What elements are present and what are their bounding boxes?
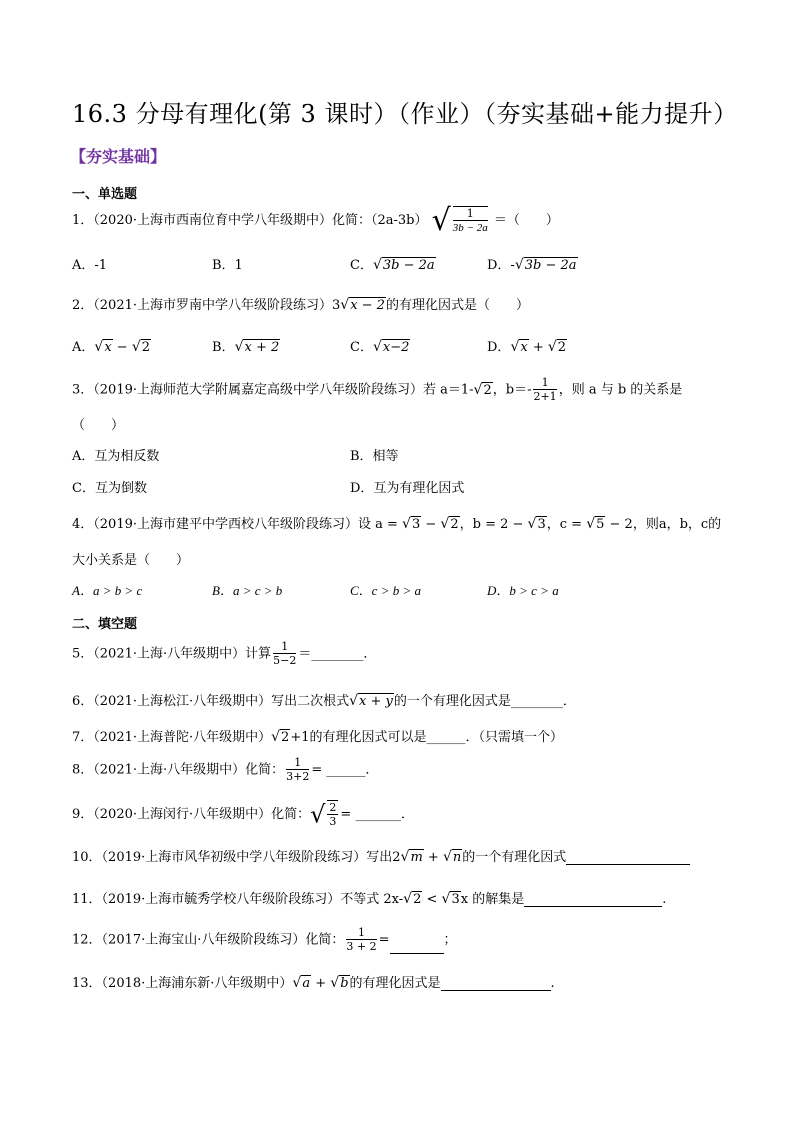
question-5 xyxy=(72,640,376,668)
question-5-tail: ＝________． xyxy=(298,646,377,662)
frac-num: 1 xyxy=(273,640,296,654)
radical: √2 xyxy=(271,729,290,745)
radical: √3 xyxy=(402,516,421,532)
frac-den: 2+1 xyxy=(533,390,557,403)
radical: √2 xyxy=(131,339,151,355)
radical: √x xyxy=(510,339,528,355)
frac-num: 1 xyxy=(533,376,556,390)
radical: √3 xyxy=(527,516,546,532)
radicand: a xyxy=(302,976,311,991)
radical: √2 xyxy=(403,891,422,907)
answer-blank[interactable] xyxy=(390,941,444,954)
question-4-line2: 大小关系是（ ） xyxy=(72,553,190,568)
radical: √n xyxy=(442,849,462,865)
radical: √x−2 xyxy=(372,339,410,355)
radical: √m xyxy=(400,849,423,865)
radicand: x−2 xyxy=(382,340,410,355)
frac-num: 1 xyxy=(346,926,376,940)
question-3-mid: ，b＝- xyxy=(492,382,532,398)
radicand: 3 xyxy=(537,517,546,532)
question-1 xyxy=(72,203,559,238)
radical: √x xyxy=(94,339,112,355)
question-4-option-d: D．b > c > a xyxy=(487,583,559,598)
question-9 xyxy=(72,800,414,829)
question-12-text: 12．（2017·上海宝山·八年级阶段练习）化简： xyxy=(72,932,345,948)
question-1-option-b: B．1 xyxy=(212,258,243,273)
question-1-frac-den: 3b − 2a xyxy=(452,222,488,234)
question-3-fraction xyxy=(533,376,556,404)
radicand: n xyxy=(452,850,462,865)
question-1-option-a: A．-1 xyxy=(72,258,108,273)
option-c-radical: √3b − 2a xyxy=(372,257,435,273)
question-11-end: . xyxy=(662,892,667,907)
option-label: C． xyxy=(350,340,373,355)
question-3-text: 3．（2019·上海师范大学附属嘉定高级中学八年级阶段练习）若 a＝1- xyxy=(72,382,474,398)
radical: √2 xyxy=(547,339,567,355)
radicand: x + 2 xyxy=(244,340,280,355)
radicand: b xyxy=(340,976,349,991)
frac-den: 3+2 xyxy=(286,770,310,783)
question-3 xyxy=(72,376,682,404)
question-2-option-b xyxy=(212,336,280,355)
question-5-fraction xyxy=(273,640,296,668)
question-11 xyxy=(72,888,666,907)
question-12-end: ； xyxy=(443,932,457,948)
radicand: x xyxy=(104,340,112,355)
option-label: B． xyxy=(212,340,235,355)
radical: √3 xyxy=(441,891,460,907)
frac-num: 1 xyxy=(286,756,309,770)
question-1-frac-num: 1 xyxy=(453,207,488,221)
section-bracket-heading: 【夯实基础】 xyxy=(70,147,167,166)
radicand: 5 xyxy=(596,517,605,532)
option-c-radicand: 3b − 2a xyxy=(382,258,435,273)
radical: √x + y xyxy=(349,693,393,709)
operator: − xyxy=(112,340,132,355)
question-12-tail: = xyxy=(378,932,390,948)
frac-den: 3 xyxy=(329,815,337,828)
question-10 xyxy=(72,846,690,865)
operator: + xyxy=(528,340,548,355)
question-3-option-c: C．互为倒数 xyxy=(72,481,147,496)
option-d-label: D．- xyxy=(487,258,515,273)
question-13 xyxy=(72,972,555,991)
operator: ，c = xyxy=(546,517,587,532)
operator: + xyxy=(311,976,331,991)
option-label: A． xyxy=(72,340,95,355)
question-1-option-d xyxy=(487,254,578,273)
question-2-radicand: x − 2 xyxy=(350,298,385,313)
answer-blank[interactable] xyxy=(566,852,690,865)
question-9-tail: = _______． xyxy=(340,807,414,822)
section-heading-fill-blank: 二、填空题 xyxy=(72,617,138,632)
answer-blank[interactable] xyxy=(524,894,662,907)
question-1-option-c xyxy=(350,254,436,273)
operator: ，b = 2 − xyxy=(459,517,528,532)
question-1-tail: ＝（ ） xyxy=(493,213,559,228)
frac-num: 2 xyxy=(329,801,337,814)
question-13-text: 13．（2018·上海浦东新·八年级期中） xyxy=(72,976,293,991)
question-4-option-b: B．a > c > b xyxy=(212,583,283,598)
question-5-text: 5．（2021·上海·八年级期中）计算 xyxy=(72,646,272,662)
question-11-tail: x 的解集是 xyxy=(460,892,525,907)
frac-den: 5−2 xyxy=(273,654,297,667)
question-2-text: 2．（2021·上海市罗南中学八年级阶段练习）3 xyxy=(72,298,341,313)
question-6-text: 6．（2021·上海松江·八年级期中）写出二次根式 xyxy=(72,694,350,709)
operator: + xyxy=(423,850,443,865)
option-d-radicand: 3b − 2a xyxy=(524,258,577,273)
question-11-text: 11．（2019·上海市毓秀学校八年级阶段练习）不等式 2x- xyxy=(72,892,404,907)
question-3-option-a: A．互为相反数 xyxy=(72,449,160,464)
radical: √2 xyxy=(473,381,492,398)
radicand: 2 xyxy=(450,517,459,532)
question-13-tail: 的有理化因式是 xyxy=(349,976,441,991)
question-3-option-b: B．相等 xyxy=(350,449,399,464)
option-d-radical: √3b − 2a xyxy=(514,257,577,273)
question-6-tail: 的一个有理化因式是________． xyxy=(393,694,576,709)
section-heading-single-choice: 一、单选题 xyxy=(72,187,138,202)
radical: √b xyxy=(330,975,349,991)
page-title: 16.3 分母有理化(第 3 课时）（作业）（夯实基础+能力提升） xyxy=(72,100,738,128)
question-4 xyxy=(72,513,721,532)
question-3-option-d: D．互为有理化因式 xyxy=(350,481,465,496)
radicand: m xyxy=(410,850,423,865)
question-2-option-c xyxy=(350,336,410,355)
question-2-tail: 的有理化因式是（ ） xyxy=(385,298,529,313)
radical: √ $\frac{2}{3}$ xyxy=(310,800,337,829)
radicand: 2 xyxy=(557,340,567,355)
question-7-tail: +1的有理化因式可以是______．（只需填一个） xyxy=(290,730,563,745)
radical: √a xyxy=(292,975,311,991)
question-7-text: 7．（2021·上海普陀·八年级期中） xyxy=(72,730,272,745)
operator: − xyxy=(421,517,441,532)
radicand: 2 xyxy=(483,382,492,398)
question-3-line2: （ ） xyxy=(72,418,125,433)
radicand: 2 xyxy=(281,730,290,745)
radical: √2 xyxy=(440,516,459,532)
radicand: 2 xyxy=(141,340,151,355)
question-9-text: 9．（2020·上海闵行·八年级期中）化简： xyxy=(72,807,311,822)
question-8 xyxy=(72,756,378,784)
question-2 xyxy=(72,294,529,313)
question-4-option-a: A．a > b > c xyxy=(72,583,143,598)
radicand: x xyxy=(520,340,528,355)
radicand: 3 xyxy=(411,517,421,532)
question-4-text: 4．（2019·上海市建平中学西校八年级阶段练习）设 a = xyxy=(72,517,403,532)
question-3-tail: ，则 a 与 b 的关系是 xyxy=(558,382,683,398)
question-10-tail: 的一个有理化因式 xyxy=(462,850,567,865)
radicand: 3 xyxy=(451,892,460,907)
question-2-radical: √x − 2 xyxy=(340,297,385,313)
question-8-text: 8．（2021·上海·八年级期中）化简： xyxy=(72,762,285,778)
question-1-radical: √ $\frac{1}{3b - 2a}$ xyxy=(431,203,488,238)
option-label: D． xyxy=(487,340,511,355)
radical: √x + 2 xyxy=(234,339,280,355)
question-8-tail: = ______． xyxy=(311,762,379,778)
question-10-text: 10．（2019·上海市风华初级中学八年级阶段练习）写出2 xyxy=(72,850,401,865)
question-2-option-a xyxy=(72,336,151,355)
question-12 xyxy=(72,926,457,954)
question-6 xyxy=(72,690,576,709)
frac-den: 3 + 2 xyxy=(346,940,377,953)
question-12-fraction xyxy=(346,926,376,954)
radicand: 2 xyxy=(413,892,422,907)
radicand: x + y xyxy=(359,694,393,709)
question-2-option-d xyxy=(487,336,567,355)
option-c-label: C． xyxy=(350,258,373,273)
question-8-fraction xyxy=(286,756,309,784)
question-4-tail: − 2，则a，b，c的 xyxy=(605,517,722,532)
question-13-end: . xyxy=(550,976,555,991)
question-7 xyxy=(72,726,563,745)
answer-blank[interactable] xyxy=(441,978,551,991)
operator: < xyxy=(422,892,442,907)
question-4-option-c: C．c > b > a xyxy=(350,583,421,598)
question-1-text: 1．（2020·上海市西南位育中学八年级期中）化简：（2a-3b） xyxy=(72,213,428,228)
radical: √5 xyxy=(586,516,605,532)
